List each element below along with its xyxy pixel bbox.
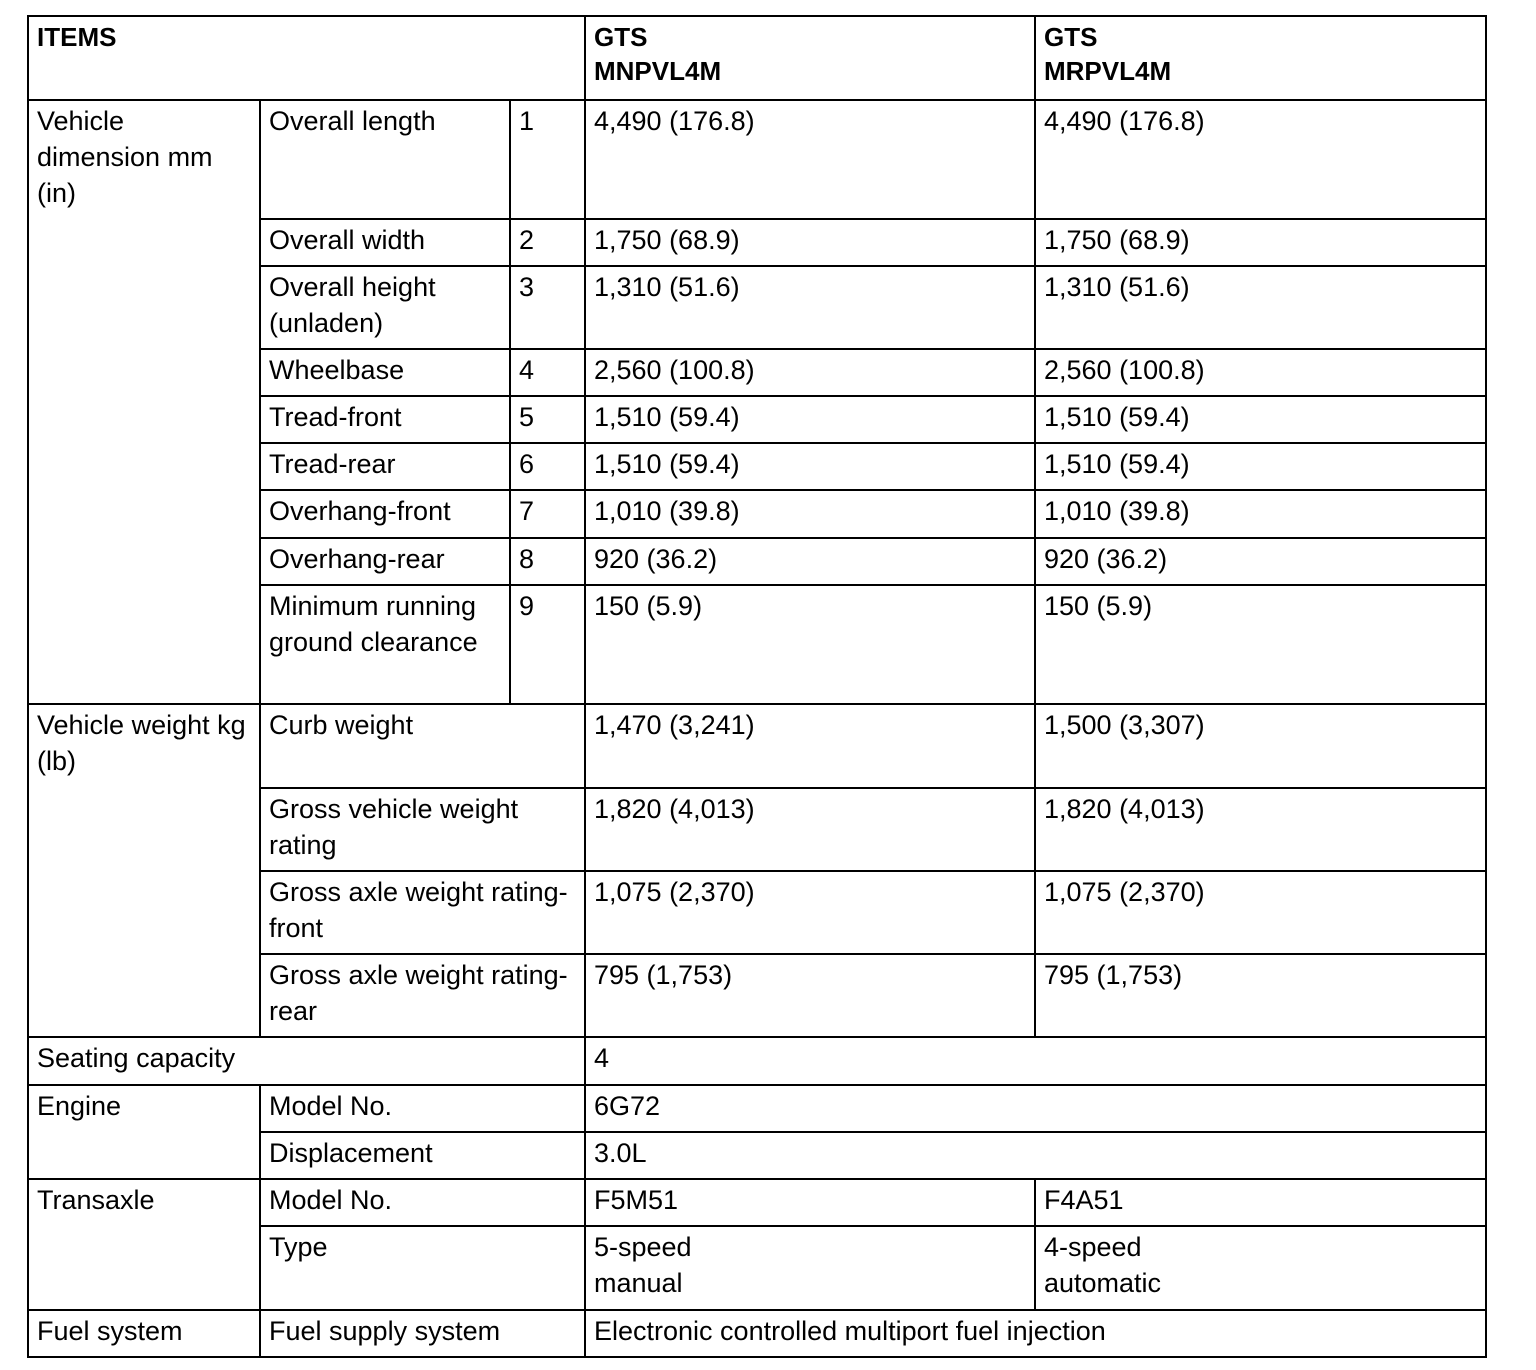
value-model-1: F5M51	[585, 1179, 1035, 1226]
table-row	[28, 1310, 1486, 1357]
group-fuel-system: Fuel system	[28, 1310, 260, 1357]
group-transaxle: Transaxle	[28, 1179, 260, 1310]
value-model-2: 1,500 (3,307)	[1035, 704, 1486, 788]
group-engine: Engine	[28, 1085, 260, 1179]
item-label: Overall height (unladen)	[260, 266, 510, 349]
item-label: Fuel supply system	[260, 1310, 585, 1357]
header-row	[28, 16, 1486, 100]
item-label: Overall length	[260, 100, 510, 219]
value-model-2: 150 (5.9)	[1035, 585, 1486, 704]
engine-model-value: 6G72	[585, 1085, 1486, 1132]
item-label: Displacement	[260, 1132, 585, 1179]
seating-capacity-label: Seating capacity	[28, 1037, 585, 1085]
value-model-1: 920 (36.2)	[585, 538, 1035, 585]
item-number: 1	[510, 100, 585, 219]
group-vehicle-dimension: Vehicle dimension mm (in)	[28, 100, 260, 704]
item-label: Wheelbase	[260, 349, 510, 396]
item-label: Gross axle weight rating-rear	[260, 954, 585, 1037]
table-row	[28, 1037, 1486, 1085]
item-label: Overhang-front	[260, 490, 510, 538]
value-model-1: 795 (1,753)	[585, 954, 1035, 1037]
value-model-1: 1,075 (2,370)	[585, 871, 1035, 954]
value-model-2: 1,510 (59.4)	[1035, 443, 1486, 490]
value-model-2: 1,510 (59.4)	[1035, 396, 1486, 443]
seating-capacity-value: 4	[585, 1037, 1486, 1085]
value-model-1: 1,470 (3,241)	[585, 704, 1035, 788]
value-model-1: 5-speed manual	[585, 1226, 1035, 1310]
value-model-2: 2,560 (100.8)	[1035, 349, 1486, 396]
value-model-2: 1,750 (68.9)	[1035, 219, 1486, 266]
value-model-1: 1,820 (4,013)	[585, 788, 1035, 871]
item-label: Tread-front	[260, 396, 510, 443]
value-model-2: 4-speed automatic	[1035, 1226, 1486, 1310]
item-label: Curb weight	[260, 704, 585, 788]
engine-displacement-value: 3.0L	[585, 1132, 1486, 1179]
item-number: 8	[510, 538, 585, 585]
value-model-2: 1,010 (39.8)	[1035, 490, 1486, 538]
value-model-2: 1,075 (2,370)	[1035, 871, 1486, 954]
item-number: 9	[510, 585, 585, 704]
item-number: 4	[510, 349, 585, 396]
item-label: Overall width	[260, 219, 510, 266]
header-model-2: GTS MRPVL4M	[1035, 16, 1486, 100]
value-model-2: 795 (1,753)	[1035, 954, 1486, 1037]
value-model-1: 2,560 (100.8)	[585, 349, 1035, 396]
value-model-2: 1,310 (51.6)	[1035, 266, 1486, 349]
table-row	[28, 1085, 1486, 1132]
value-model-1: 1,510 (59.4)	[585, 396, 1035, 443]
item-label: Tread-rear	[260, 443, 510, 490]
item-label: Gross vehicle weight rating	[260, 788, 585, 871]
item-number: 6	[510, 443, 585, 490]
value-model-2: 1,820 (4,013)	[1035, 788, 1486, 871]
spec-table	[27, 15, 1487, 1358]
fuel-supply-value: Electronic controlled multiport fuel injection	[585, 1310, 1486, 1357]
item-label: Model No.	[260, 1179, 585, 1226]
table-row	[28, 100, 1486, 219]
table-row	[28, 1179, 1486, 1226]
item-label: Type	[260, 1226, 585, 1310]
item-label: Overhang-rear	[260, 538, 510, 585]
value-model-1: 1,010 (39.8)	[585, 490, 1035, 538]
item-label: Minimum running ground clearance	[260, 585, 510, 704]
table-row	[28, 704, 1486, 788]
item-number: 7	[510, 490, 585, 538]
value-model-2: 4,490 (176.8)	[1035, 100, 1486, 219]
item-number: 5	[510, 396, 585, 443]
value-model-2: F4A51	[1035, 1179, 1486, 1226]
value-model-1: 1,750 (68.9)	[585, 219, 1035, 266]
header-items: ITEMS	[28, 16, 585, 100]
value-model-2: 920 (36.2)	[1035, 538, 1486, 585]
value-model-1: 4,490 (176.8)	[585, 100, 1035, 219]
value-model-1: 1,310 (51.6)	[585, 266, 1035, 349]
header-model-1: GTS MNPVL4M	[585, 16, 1035, 100]
item-number: 2	[510, 219, 585, 266]
value-model-1: 1,510 (59.4)	[585, 443, 1035, 490]
item-label: Model No.	[260, 1085, 585, 1132]
group-vehicle-weight: Vehicle weight kg (lb)	[28, 704, 260, 1037]
item-label: Gross axle weight rating-front	[260, 871, 585, 954]
value-model-1: 150 (5.9)	[585, 585, 1035, 704]
item-number: 3	[510, 266, 585, 349]
